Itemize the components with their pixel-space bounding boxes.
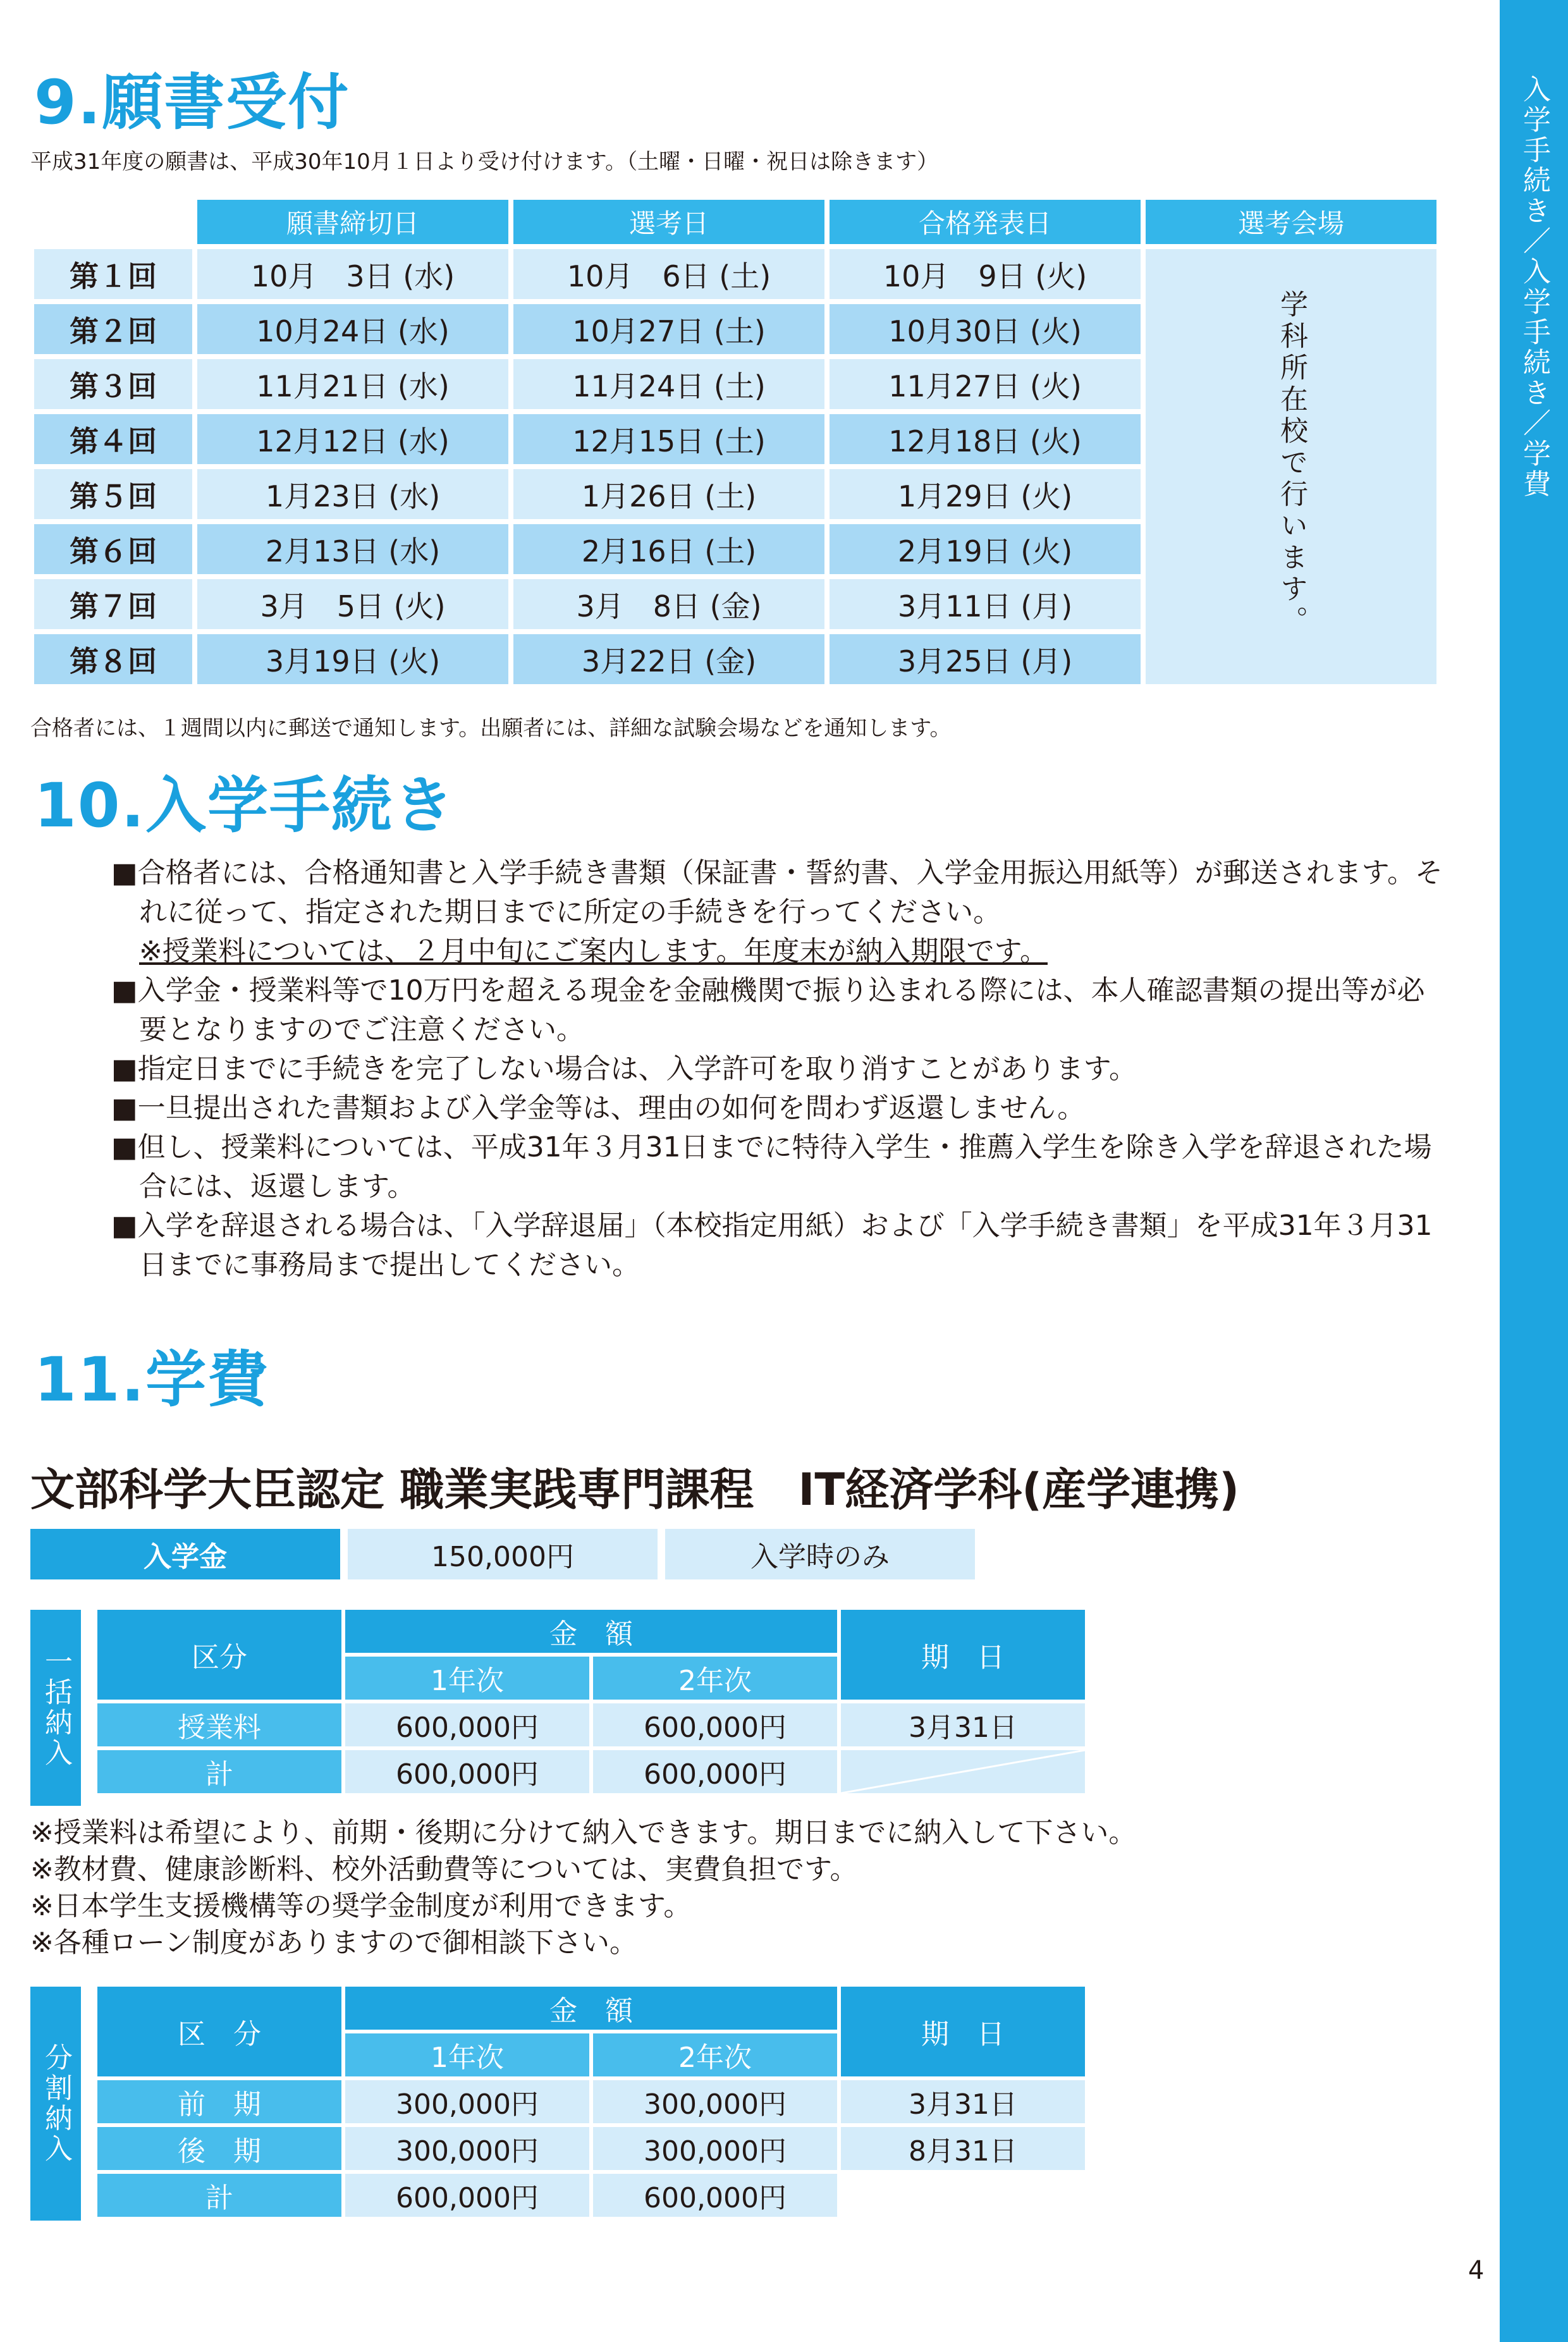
split-side-label: 分割納入 — [30, 1987, 81, 2221]
schedule-exam: 2月16日 (土) — [513, 524, 824, 574]
schedule-result: 3月11日 (月) — [830, 579, 1141, 629]
schedule-header-venue: 選考会場 — [1146, 200, 1436, 244]
schedule-round: 第８回 — [34, 634, 192, 684]
schedule-result: 12月18日 (火) — [830, 414, 1141, 464]
schedule-header-deadline: 願書締切日 — [197, 200, 508, 244]
schedule-deadline: 3月 5日 (火) — [197, 579, 508, 629]
procedure-item: ■指定日までに手続きを完了しない場合は、入学許可を取り消すことがあります。 — [111, 1053, 1137, 1085]
schedule-deadline: 10月24日 (水) — [197, 304, 508, 354]
schedule-result: 3月25日 (月) — [830, 634, 1141, 684]
split-row — [97, 2174, 1085, 2217]
fee-note: ※各種ローン制度がありますので御相談下さい。 — [30, 1927, 637, 1959]
split-header-year1: 1年次 — [345, 2033, 589, 2076]
procedure-list — [111, 854, 1452, 1285]
lump-row-date: 3月31日 — [841, 1703, 1085, 1746]
schedule-result: 10月 9日 (火) — [830, 249, 1141, 299]
schedule-exam: 3月 8日 (金) — [513, 579, 824, 629]
schedule-round: 第１回 — [34, 249, 192, 299]
lump-header-year1: 1年次 — [345, 1657, 589, 1700]
procedure-item: ■但し、授業料については、平成31年３月31日までに特待入学生・推薦入学生を除き入学を辞退された場合には、返還します。 — [111, 1131, 1432, 1203]
lump-row-year1: 600,000円 — [345, 1750, 589, 1793]
schedule-deadline: 2月13日 (水) — [197, 524, 508, 574]
entrance-fee-note: 入学時のみ — [665, 1529, 975, 1579]
schedule-row — [34, 249, 1436, 299]
split-header-year2: 2年次 — [593, 2033, 837, 2076]
application-schedule-table — [29, 195, 1442, 689]
lump-header-category: 区分 — [97, 1610, 341, 1700]
split-row-year2: 600,000円 — [593, 2174, 837, 2217]
split-row — [97, 2127, 1085, 2170]
schedule-result: 10月30日 (火) — [830, 304, 1141, 354]
procedure-note: ※授業料については、２月中旬にご案内します。年度末が納入期限です。 — [139, 935, 1048, 967]
split-row-year2: 300,000円 — [593, 2127, 837, 2170]
schedule-exam: 10月 6日 (土) — [513, 249, 824, 299]
lump-row-label: 授業料 — [97, 1703, 341, 1746]
schedule-venue-cell — [1146, 249, 1436, 684]
schedule-result: 2月19日 (火) — [830, 524, 1141, 574]
schedule-result: 1月29日 (火) — [830, 469, 1141, 519]
schedule-venue: 学科所在校で行います。 — [1275, 289, 1308, 637]
lump-header-amount: 金 額 — [345, 1610, 837, 1653]
split-header-category: 区 分 — [97, 1987, 341, 2076]
schedule-round: 第２回 — [34, 304, 192, 354]
fee-note: ※日本学生支援機構等の奨学金制度が利用できます。 — [30, 1890, 692, 1922]
section9-intro: 平成31年度の願書は、平成30年10月１日より受け付けます。（土曜・日曜・祝日は除きます） — [30, 149, 939, 175]
schedule-exam: 3月22日 (金) — [513, 634, 824, 684]
lump-row-year2: 600,000円 — [593, 1750, 837, 1793]
lump-row-label: 計 — [97, 1750, 341, 1793]
lump-row-year1: 600,000円 — [345, 1703, 589, 1746]
split-row-date: 8月31日 — [841, 2127, 1085, 2170]
schedule-round: 第６回 — [34, 524, 192, 574]
split-row-year1: 600,000円 — [345, 2174, 589, 2217]
schedule-round: 第４回 — [34, 414, 192, 464]
fee-note: ※授業料は希望により、前期・後期に分けて納入できます。期日までに納入して下さい。 — [30, 1817, 1137, 1849]
split-row-year1: 300,000円 — [345, 2080, 589, 2123]
split-row-date: 3月31日 — [841, 2080, 1085, 2123]
schedule-round: 第５回 — [34, 469, 192, 519]
split-header-date: 期 日 — [841, 1987, 1085, 2076]
schedule-exam: 12月15日 (土) — [513, 414, 824, 464]
split-header-amount: 金 額 — [345, 1987, 837, 2030]
procedure-item: ■入学を辞退される場合は、「入学辞退届」（本校指定用紙）および「入学手続き書類」を平成31年３月31日までに事務局まで提出してください。 — [111, 1210, 1433, 1281]
schedule-exam: 10月27日 (土) — [513, 304, 824, 354]
fee-note: ※教材費、健康診断料、校外活動費等については、実費負担です。 — [30, 1853, 858, 1885]
side-tab-label: 入学手続き／入学手続き／学費 — [1518, 75, 1550, 500]
split-row-year1: 300,000円 — [345, 2127, 589, 2170]
lump-sum-side-label: 一括納入 — [30, 1610, 81, 1806]
schedule-deadline: 11月21日 (水) — [197, 359, 508, 409]
schedule-header-exam: 選考日 — [513, 200, 824, 244]
schedule-round: 第３回 — [34, 359, 192, 409]
lump-header-date: 期 日 — [841, 1610, 1085, 1700]
section9-footnote: 合格者には、１週間以内に郵送で通知します。出願者には、詳細な試験会場などを通知します。 — [30, 716, 952, 741]
procedure-item: ■入学金・授業料等で10万円を超える現金を金融機関で振り込まれる際には、本人確認書類の提出等が必要となりますのでご注意ください。 — [111, 974, 1425, 1046]
schedule-deadline: 1月23日 (水) — [197, 469, 508, 519]
entrance-fee-amount: 150,000円 — [348, 1529, 658, 1579]
split-row-label: 後 期 — [97, 2127, 341, 2170]
schedule-result: 11月27日 (火) — [830, 359, 1141, 409]
schedule-deadline: 10月 3日 (水) — [197, 249, 508, 299]
course-title: 文部科学大臣認定 職業実践専門課程 IT経済学科(産学連携) — [30, 1464, 1240, 1516]
schedule-exam: 1月26日 (土) — [513, 469, 824, 519]
split-row-date-empty — [841, 2174, 1085, 2217]
schedule-exam: 11月24日 (土) — [513, 359, 824, 409]
split-row — [97, 2080, 1085, 2123]
entrance-fee-label: 入学金 — [30, 1529, 340, 1579]
lump-header-year2: 2年次 — [593, 1657, 837, 1700]
lump-row — [97, 1703, 1085, 1746]
split-row-year2: 300,000円 — [593, 2080, 837, 2123]
procedure-item: ■一旦提出された書類および入学金等は、理由の如何を問わず返還しません。 — [111, 1092, 1086, 1124]
lump-row — [97, 1750, 1085, 1793]
split-row-label: 前 期 — [97, 2080, 341, 2123]
split-row-label: 計 — [97, 2174, 341, 2217]
lump-row-year2: 600,000円 — [593, 1703, 837, 1746]
page-number: 4 — [1468, 2256, 1485, 2285]
schedule-header-result: 合格発表日 — [830, 200, 1141, 244]
lump-sum-table — [94, 1606, 1089, 1797]
section9-heading: 9.願書受付 — [34, 67, 350, 138]
schedule-round: 第７回 — [34, 579, 192, 629]
lump-row-date-blank — [841, 1750, 1085, 1793]
fee-notes — [30, 1815, 1136, 1961]
schedule-deadline: 3月19日 (火) — [197, 634, 508, 684]
schedule-header-row — [34, 200, 1436, 244]
section11-heading: 11.学費 — [34, 1344, 270, 1415]
section10-heading: 10.入学手続き — [34, 770, 456, 841]
split-payment-table — [94, 1983, 1089, 2221]
schedule-deadline: 12月12日 (水) — [197, 414, 508, 464]
schedule-header-blank — [34, 200, 192, 244]
procedure-item: ■合格者には、合格通知書と入学手続き書類（保証書・誓約書、入学金用振込用紙等）が郵送されます。それに従って、指定された期日までに所定の手続きを行ってください。 — [111, 857, 1443, 928]
